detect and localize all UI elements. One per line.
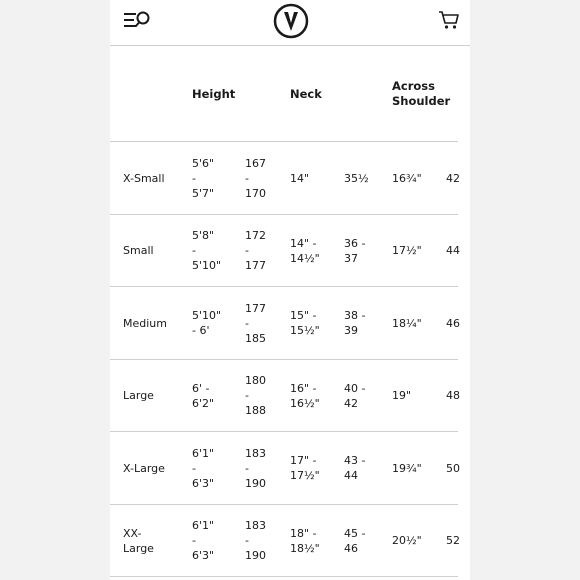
height-inches: 6'1" - 6'3" (192, 519, 215, 562)
height-cm: 167 - 170 (245, 156, 266, 200)
shoulder-cm: 48 (446, 389, 460, 402)
neck-inches: 15" - 15½" (290, 309, 320, 337)
table-row (110, 142, 458, 215)
size-label: Medium (123, 316, 167, 330)
height-inches: 6'1" - 6'3" (192, 446, 215, 490)
height-cm: 183 - 190 (245, 446, 266, 490)
shoulder-cm: 46 (446, 316, 460, 330)
size-chart-table (110, 46, 470, 580)
height-inches: 5'10" - 6' (192, 309, 222, 337)
size-label: Small (123, 244, 154, 257)
height-inches: 6' - 6'2" (192, 381, 215, 410)
height-cm: 180 - 188 (245, 374, 266, 417)
shoulder-inches: 18¼" (392, 316, 422, 330)
header-height: Height (192, 86, 236, 101)
shoulder-inches: 16¾" (392, 171, 422, 185)
height-cm: 183 - 190 (245, 519, 266, 562)
height-inches: 5'8" - 5'10" (192, 229, 222, 272)
table-row (110, 432, 458, 505)
neck-inches: 16" - 16½" (290, 381, 320, 410)
table-row (110, 360, 458, 433)
shoulder-inches: 19" (392, 389, 412, 402)
neck-cm: 45 - 46 (344, 526, 366, 555)
size-label: X-Small (123, 171, 165, 185)
size-label: XX- Large (123, 526, 154, 555)
header-across-shoulder: Across Shoulder (392, 79, 451, 108)
shoulder-inches: 17½" (392, 244, 422, 257)
shoulder-cm: 44 (446, 244, 460, 257)
shoulder-inches: 19¾" (392, 461, 422, 475)
height-inches: 5'6" - 5'7" (192, 156, 215, 200)
neck-inches: 18" - 18½" (290, 526, 320, 555)
menu-search-icon[interactable] (124, 10, 152, 30)
table-row (110, 505, 458, 578)
shoulder-inches: 20½" (392, 534, 422, 547)
height-cm: 172 - 177 (245, 229, 266, 272)
table-row (110, 287, 458, 360)
neck-cm: 38 - 39 (344, 309, 366, 337)
top-nav-bar (110, 0, 470, 46)
neck-cm: 35½ (344, 171, 369, 185)
neck-inches: 17" - 17½" (290, 454, 320, 482)
neck-cm: 40 - 42 (344, 381, 366, 410)
phone-screen (110, 0, 470, 580)
table-row (110, 215, 458, 288)
height-cm: 177 - 185 (245, 301, 266, 345)
header-neck: Neck (290, 86, 322, 101)
neck-inches: 14" (290, 171, 310, 185)
shoulder-cm: 50 (446, 461, 460, 475)
neck-inches: 14" - 14½" (290, 236, 320, 265)
cart-icon[interactable] (438, 10, 460, 30)
shoulder-cm: 42 (446, 171, 460, 185)
neck-cm: 43 - 44 (344, 454, 366, 482)
volcom-stone-logo[interactable] (273, 3, 309, 39)
table-header-row (110, 46, 458, 142)
shoulder-cm: 52 (446, 534, 460, 547)
neck-cm: 36 - 37 (344, 236, 366, 265)
size-label: X-Large (123, 461, 165, 475)
size-label: Large (123, 389, 154, 402)
